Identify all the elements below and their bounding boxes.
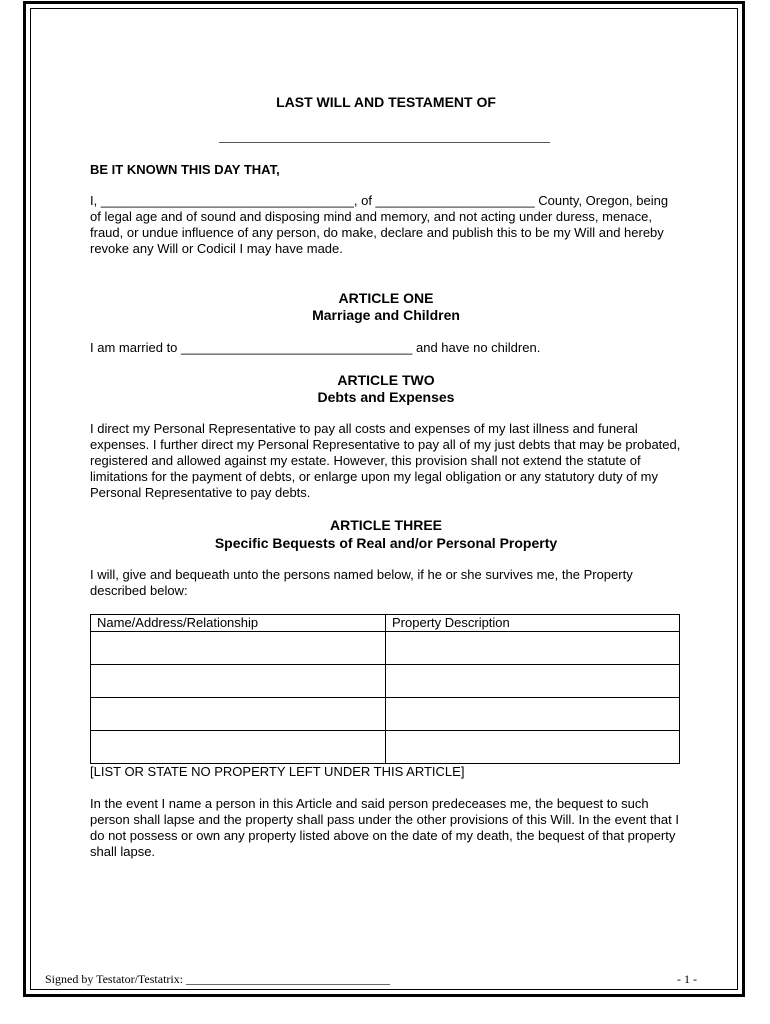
article-three-number: ARTICLE THREE: [330, 517, 442, 533]
table-cell[interactable]: [386, 665, 680, 698]
column-header-property: Property Description: [386, 615, 680, 632]
article-two-paragraph: I direct my Personal Representative to pay all costs and expenses of my last illness and funeral expenses. I further direct my Personal Representative to pay all of my just debts that may be probated, registered and allowed against my estate. However, this provision shall not extend the statute of limitations for the payment of debts, or enlarge upon my legal obligation or any statutory duty of my Personal Representative to pay debts.: [90, 421, 681, 500]
table-cell[interactable]: [91, 665, 386, 698]
table-cell[interactable]: [386, 731, 680, 764]
table-cell[interactable]: [91, 698, 386, 731]
intro-paragraph: I, ___________________________________, of ______________________ County, Oregon, being of legal age and of sound and disposing mind and memory, and not acting under duress, menace, fraud, or undue influence of any person, do make, declare and publish this to be my Will and hereby revoke any Will or Codicil I may have made.: [90, 193, 669, 256]
table-row: [91, 665, 680, 698]
article-three-paragraph: I will, give and bequeath unto the persons named below, if he or she survives me, the Property described below:: [90, 567, 633, 598]
table-header-row: [91, 615, 680, 632]
table-row: [91, 698, 680, 731]
column-header-name: Name/Address/Relationship: [91, 615, 386, 632]
table-note: [LIST OR STATE NO PROPERTY LEFT UNDER THIS ARTICLE]: [90, 764, 465, 779]
table-cell[interactable]: [91, 731, 386, 764]
document-title: LAST WILL AND TESTAMENT OF: [276, 94, 496, 110]
table-cell[interactable]: [386, 632, 680, 665]
page-footer: [45, 972, 697, 987]
table-cell[interactable]: [91, 632, 386, 665]
article-one-paragraph: I am married to ________________________________ and have no children.: [90, 340, 541, 355]
article-three-title: Specific Bequests of Real and/or Personal Property: [214, 535, 558, 551]
lapse-paragraph: In the event I name a person in this Article and said person predeceases me, the bequest to such person shall lapse and the property shall pass under the other provisions of this Will. In the event that I do not possess or own any property listed above on the date of my death, the bequest of that property shall lapse.: [90, 796, 679, 859]
testator-name-line: [219, 142, 550, 143]
signature-line-label: Signed by Testator/Testatrix: __________________________________: [45, 972, 391, 986]
bequest-table: [90, 614, 680, 764]
article-two-number: ARTICLE TWO: [337, 372, 435, 388]
intro-heading: BE IT KNOWN THIS DAY THAT,: [90, 162, 280, 177]
table-row: [91, 731, 680, 764]
article-one-title: Marriage and Children: [312, 307, 460, 323]
article-one-number: ARTICLE ONE: [338, 290, 434, 306]
table-row: [91, 632, 680, 665]
table-cell[interactable]: [386, 698, 680, 731]
article-two-title: Debts and Expenses: [317, 389, 455, 405]
page-number: - 1 -: [677, 972, 697, 986]
